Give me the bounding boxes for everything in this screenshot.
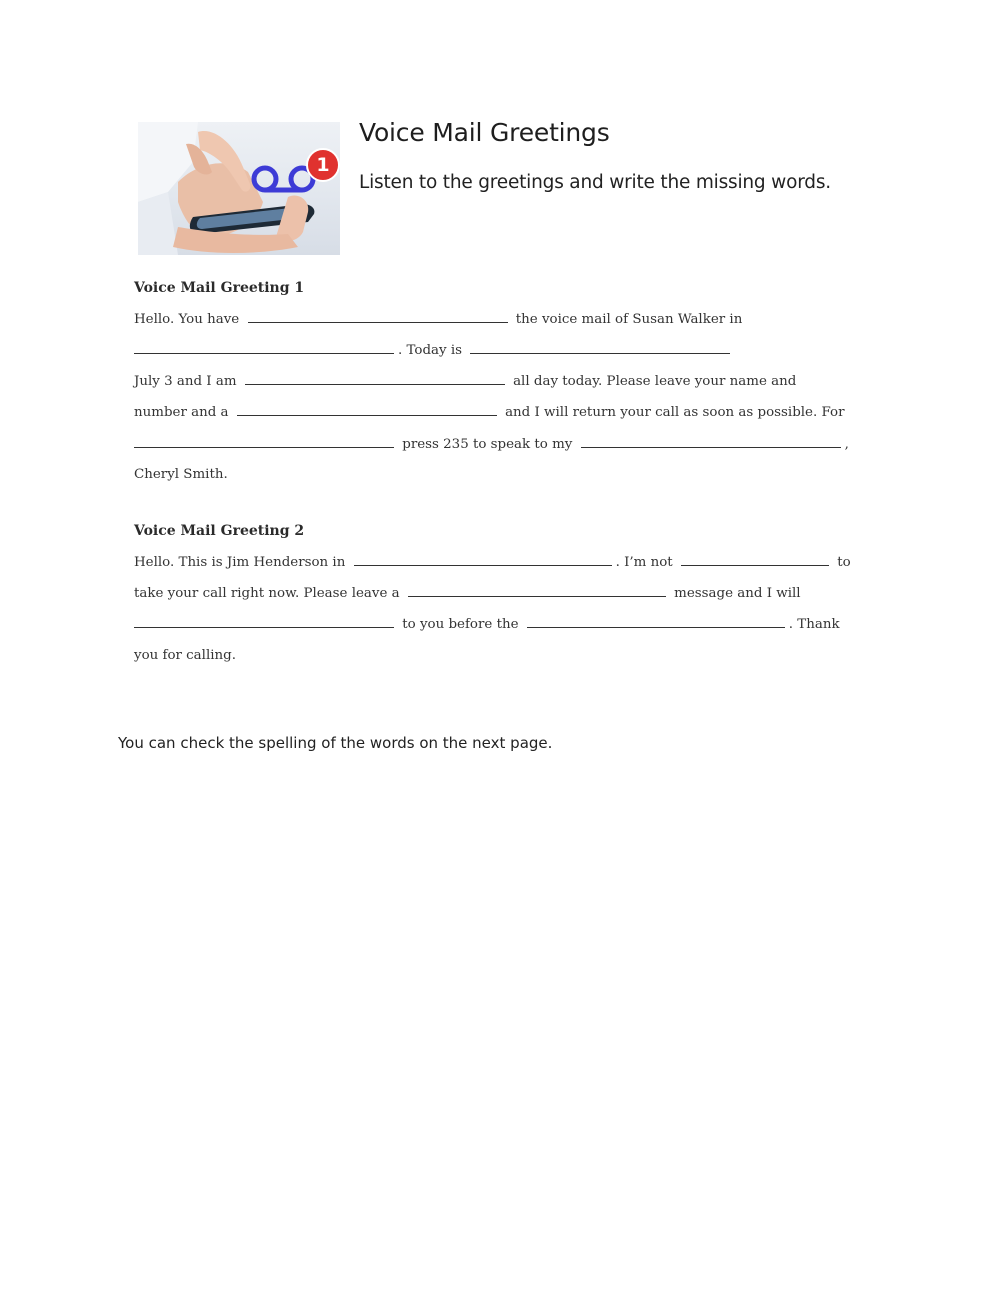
greeting-2-line-4: [134, 646, 236, 666]
blank-6[interactable]: [134, 435, 394, 448]
instruction-text: Listen to the greetings and write the missing words.: [359, 172, 831, 193]
text-segment: . Today is: [398, 343, 462, 358]
notification-badge: [306, 148, 340, 182]
text-segment: message and I will: [674, 586, 801, 601]
text-segment: the voice mail of Susan Walker in: [515, 312, 743, 327]
footer-note: You can check the spelling of the words on the next page.: [118, 734, 553, 752]
blank-7[interactable]: [581, 435, 841, 448]
text-segment: and I will return your call as soon as possible. For: [505, 405, 845, 420]
greeting-1-line-2: [134, 341, 734, 361]
greeting-1-line-3: [134, 372, 796, 392]
blank-9[interactable]: [681, 553, 829, 566]
greeting-2-title: Voice Mail Greeting 2: [134, 523, 305, 539]
text-segment: all day today. Please leave your name and: [513, 374, 797, 389]
blank-11[interactable]: [134, 615, 394, 628]
text-segment: to: [837, 555, 851, 570]
text-segment: Cheryl Smith.: [134, 467, 228, 482]
text-segment: . Thank: [788, 617, 840, 632]
greeting-2-line-3: [134, 615, 840, 635]
text-segment: Hello. You have: [134, 312, 240, 327]
greeting-1-line-4: [134, 403, 845, 423]
page-title: Voice Mail Greetings: [359, 118, 610, 147]
text-segment: July 3 and I am: [134, 374, 237, 389]
blank-1[interactable]: [248, 310, 508, 323]
greeting-2: [134, 520, 851, 670]
greeting-2-line-1: [134, 553, 851, 573]
text-segment: ,: [844, 437, 849, 452]
greeting-1-line-6: [134, 465, 228, 485]
text-segment: . I’m not: [615, 555, 673, 570]
blank-3[interactable]: [470, 341, 730, 354]
text-segment: take your call right now. Please leave a: [134, 586, 400, 601]
blank-10[interactable]: [408, 584, 666, 597]
greeting-2-line-2: [134, 584, 801, 604]
blank-4[interactable]: [245, 372, 505, 385]
blank-12[interactable]: [527, 615, 785, 628]
voicemail-phone-photo: [138, 122, 340, 255]
text-segment: Hello. This is Jim Henderson in: [134, 555, 346, 570]
greeting-1-line-1: [134, 310, 742, 330]
blank-2[interactable]: [134, 341, 394, 354]
greeting-1-title: Voice Mail Greeting 1: [134, 280, 305, 296]
text-segment: you for calling.: [134, 648, 236, 663]
text-segment: to you before the: [402, 617, 519, 632]
notification-count: 1: [316, 154, 330, 176]
greeting-1: [134, 277, 849, 487]
greeting-1-line-5: [134, 435, 849, 455]
blank-8[interactable]: [354, 553, 612, 566]
text-segment: press 235 to speak to my: [402, 437, 573, 452]
text-segment: number and a: [134, 405, 229, 420]
blank-5[interactable]: [237, 403, 497, 416]
